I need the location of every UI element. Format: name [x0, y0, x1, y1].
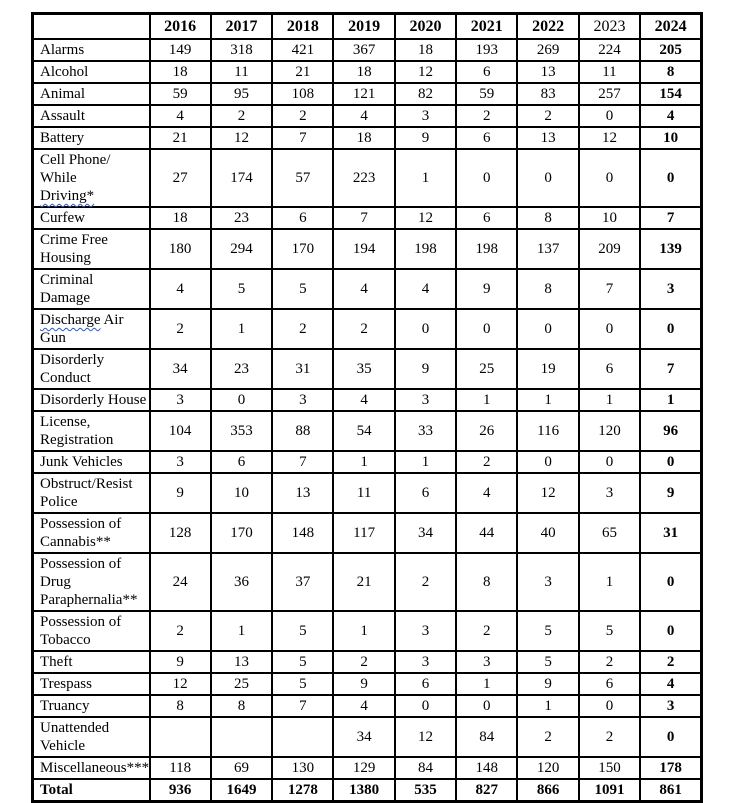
value-cell: 3 — [579, 473, 640, 513]
table-row — [33, 39, 702, 61]
value-cell: 13 — [517, 127, 578, 149]
value-cell: 2 — [333, 651, 394, 673]
table-row — [33, 779, 702, 802]
value-cell: 269 — [517, 39, 578, 61]
value-cell: 31 — [272, 349, 333, 389]
value-cell: 11 — [211, 61, 272, 83]
wavy-underline-word: Discharge — [40, 312, 101, 328]
value-cell: 5 — [272, 611, 333, 651]
corner-cell — [33, 14, 150, 40]
value-cell: 2 — [150, 309, 211, 349]
value-cell: 12 — [395, 207, 456, 229]
value-cell: 0 — [640, 553, 701, 611]
table-body — [33, 39, 702, 802]
value-cell: 21 — [333, 553, 394, 611]
value-cell: 0 — [640, 309, 701, 349]
row-label: Truancy — [33, 695, 150, 717]
value-cell: 84 — [395, 757, 456, 779]
value-cell: 3 — [150, 389, 211, 411]
value-cell: 18 — [150, 207, 211, 229]
table-row — [33, 389, 702, 411]
value-cell: 120 — [517, 757, 578, 779]
value-cell: 116 — [517, 411, 578, 451]
value-cell: 2 — [395, 553, 456, 611]
value-cell: 2 — [333, 309, 394, 349]
value-cell: 1 — [456, 673, 517, 695]
header-row — [33, 14, 702, 40]
value-cell: 0 — [517, 309, 578, 349]
value-cell: 12 — [211, 127, 272, 149]
value-cell: 0 — [517, 149, 578, 207]
value-cell: 9 — [640, 473, 701, 513]
value-cell: 44 — [456, 513, 517, 553]
row-label: Disorderly Conduct — [33, 349, 150, 389]
value-cell: 7 — [640, 349, 701, 389]
value-cell: 130 — [272, 757, 333, 779]
value-cell: 18 — [333, 61, 394, 83]
table-row — [33, 717, 702, 757]
value-cell: 4 — [150, 269, 211, 309]
row-label: Total — [33, 779, 150, 802]
value-cell: 0 — [456, 149, 517, 207]
value-cell: 8 — [517, 207, 578, 229]
value-cell: 2 — [456, 451, 517, 473]
value-cell: 180 — [150, 229, 211, 269]
value-cell: 11 — [579, 61, 640, 83]
value-cell: 34 — [333, 717, 394, 757]
table-header — [33, 14, 702, 40]
table-row — [33, 651, 702, 673]
value-cell: 193 — [456, 39, 517, 61]
value-cell: 6 — [456, 61, 517, 83]
value-cell: 6 — [211, 451, 272, 473]
value-cell: 65 — [579, 513, 640, 553]
value-cell: 0 — [395, 309, 456, 349]
value-cell: 2 — [517, 105, 578, 127]
value-cell: 4 — [333, 695, 394, 717]
value-cell: 37 — [272, 553, 333, 611]
value-cell: 35 — [333, 349, 394, 389]
value-cell: 170 — [272, 229, 333, 269]
value-cell: 223 — [333, 149, 394, 207]
value-cell: 82 — [395, 83, 456, 105]
value-cell: 25 — [211, 673, 272, 695]
value-cell: 6 — [456, 127, 517, 149]
value-cell: 139 — [640, 229, 701, 269]
value-cell: 1 — [517, 695, 578, 717]
value-cell: 3 — [640, 269, 701, 309]
value-cell: 4 — [333, 105, 394, 127]
value-cell: 1 — [395, 149, 456, 207]
row-label: Disorderly House — [33, 389, 150, 411]
value-cell: 84 — [456, 717, 517, 757]
value-cell: 4 — [333, 389, 394, 411]
table-row — [33, 229, 702, 269]
value-cell: 8 — [211, 695, 272, 717]
table-row — [33, 553, 702, 611]
value-cell: 0 — [579, 695, 640, 717]
value-cell: 11 — [333, 473, 394, 513]
table-row — [33, 611, 702, 651]
value-cell: 3 — [150, 451, 211, 473]
value-cell — [272, 717, 333, 757]
value-cell: 0 — [579, 149, 640, 207]
value-cell: 7 — [272, 695, 333, 717]
value-cell: 3 — [395, 389, 456, 411]
value-cell: 54 — [333, 411, 394, 451]
wavy-underline-word: Driving* — [40, 188, 95, 204]
value-cell: 535 — [395, 779, 456, 802]
value-cell: 121 — [333, 83, 394, 105]
table-row — [33, 513, 702, 553]
value-cell: 9 — [395, 349, 456, 389]
year-header: 2021 — [456, 14, 517, 40]
year-header: 2023 — [579, 14, 640, 40]
value-cell: 12 — [395, 717, 456, 757]
value-cell: 0 — [456, 309, 517, 349]
value-cell: 0 — [456, 695, 517, 717]
value-cell: 69 — [211, 757, 272, 779]
row-label: Possession of Tobacco — [33, 611, 150, 651]
value-cell: 118 — [150, 757, 211, 779]
value-cell: 1 — [333, 611, 394, 651]
value-cell: 9 — [150, 651, 211, 673]
table-row — [33, 105, 702, 127]
row-label: Cell Phone/ While Driving* — [33, 149, 150, 207]
value-cell: 4 — [456, 473, 517, 513]
value-cell: 137 — [517, 229, 578, 269]
value-cell: 19 — [517, 349, 578, 389]
value-cell: 120 — [579, 411, 640, 451]
value-cell: 0 — [640, 451, 701, 473]
value-cell: 26 — [456, 411, 517, 451]
row-label: Possession of Drug Paraphernalia** — [33, 553, 150, 611]
value-cell: 34 — [395, 513, 456, 553]
value-cell: 12 — [517, 473, 578, 513]
value-cell: 8 — [150, 695, 211, 717]
row-label: Curfew — [33, 207, 150, 229]
value-cell: 4 — [640, 105, 701, 127]
value-cell: 861 — [640, 779, 701, 802]
value-cell: 2 — [272, 309, 333, 349]
value-cell: 5 — [272, 269, 333, 309]
value-cell: 1 — [579, 389, 640, 411]
value-cell: 24 — [150, 553, 211, 611]
value-cell: 104 — [150, 411, 211, 451]
value-cell: 31 — [640, 513, 701, 553]
value-cell: 9 — [150, 473, 211, 513]
value-cell: 13 — [272, 473, 333, 513]
row-label: Trespass — [33, 673, 150, 695]
value-cell: 5 — [517, 651, 578, 673]
table-row — [33, 411, 702, 451]
value-cell: 7 — [272, 451, 333, 473]
value-cell: 59 — [150, 83, 211, 105]
value-cell: 7 — [579, 269, 640, 309]
value-cell: 57 — [272, 149, 333, 207]
value-cell: 0 — [640, 149, 701, 207]
value-cell: 367 — [333, 39, 394, 61]
value-cell: 13 — [517, 61, 578, 83]
value-cell: 149 — [150, 39, 211, 61]
value-cell: 6 — [395, 673, 456, 695]
value-cell: 1 — [211, 611, 272, 651]
value-cell: 33 — [395, 411, 456, 451]
value-cell: 117 — [333, 513, 394, 553]
value-cell: 96 — [640, 411, 701, 451]
value-cell: 9 — [333, 673, 394, 695]
value-cell: 6 — [456, 207, 517, 229]
value-cell: 8 — [640, 61, 701, 83]
value-cell: 2 — [640, 651, 701, 673]
value-cell: 1 — [395, 451, 456, 473]
value-cell: 0 — [640, 611, 701, 651]
value-cell: 9 — [456, 269, 517, 309]
row-label: Alarms — [33, 39, 150, 61]
value-cell: 12 — [150, 673, 211, 695]
value-cell: 2 — [456, 611, 517, 651]
value-cell: 178 — [640, 757, 701, 779]
value-cell: 194 — [333, 229, 394, 269]
table-row — [33, 309, 702, 349]
value-cell: 34 — [150, 349, 211, 389]
value-cell: 108 — [272, 83, 333, 105]
value-cell: 1380 — [333, 779, 394, 802]
value-cell: 2 — [579, 717, 640, 757]
value-cell: 5 — [272, 673, 333, 695]
value-cell: 0 — [517, 451, 578, 473]
row-label: Possession of Cannabis** — [33, 513, 150, 553]
value-cell: 6 — [272, 207, 333, 229]
value-cell: 1 — [640, 389, 701, 411]
table-row — [33, 149, 702, 207]
value-cell: 6 — [395, 473, 456, 513]
value-cell: 2 — [456, 105, 517, 127]
value-cell: 866 — [517, 779, 578, 802]
value-cell: 23 — [211, 349, 272, 389]
table-row — [33, 451, 702, 473]
value-cell: 10 — [211, 473, 272, 513]
row-label: License, Registration — [33, 411, 150, 451]
value-cell: 9 — [395, 127, 456, 149]
value-cell: 2 — [272, 105, 333, 127]
value-cell: 23 — [211, 207, 272, 229]
value-cell: 7 — [272, 127, 333, 149]
year-header: 2017 — [211, 14, 272, 40]
value-cell: 0 — [395, 695, 456, 717]
value-cell: 827 — [456, 779, 517, 802]
incident-counts-table — [31, 12, 703, 803]
row-label: Unattended Vehicle — [33, 717, 150, 757]
value-cell: 5 — [272, 651, 333, 673]
value-cell: 13 — [211, 651, 272, 673]
row-label: Obstruct/Resist Police — [33, 473, 150, 513]
value-cell: 0 — [640, 717, 701, 757]
value-cell: 7 — [333, 207, 394, 229]
value-cell: 10 — [579, 207, 640, 229]
value-cell — [150, 717, 211, 757]
year-header: 2018 — [272, 14, 333, 40]
row-label: Assault — [33, 105, 150, 127]
value-cell: 1 — [333, 451, 394, 473]
row-label: Battery — [33, 127, 150, 149]
row-label: Discharge Air Gun — [33, 309, 150, 349]
value-cell: 3 — [395, 651, 456, 673]
value-cell: 205 — [640, 39, 701, 61]
value-cell: 198 — [456, 229, 517, 269]
value-cell: 2 — [211, 105, 272, 127]
table-row — [33, 673, 702, 695]
value-cell: 3 — [456, 651, 517, 673]
row-label: Junk Vehicles — [33, 451, 150, 473]
value-cell: 209 — [579, 229, 640, 269]
value-cell: 36 — [211, 553, 272, 611]
row-label: Theft — [33, 651, 150, 673]
value-cell: 421 — [272, 39, 333, 61]
value-cell: 294 — [211, 229, 272, 269]
value-cell: 3 — [395, 105, 456, 127]
year-header: 2016 — [150, 14, 211, 40]
table-row — [33, 473, 702, 513]
value-cell: 95 — [211, 83, 272, 105]
value-cell: 59 — [456, 83, 517, 105]
value-cell — [211, 717, 272, 757]
year-header: 2024 — [640, 14, 701, 40]
value-cell: 128 — [150, 513, 211, 553]
value-cell: 353 — [211, 411, 272, 451]
value-cell: 18 — [150, 61, 211, 83]
value-cell: 6 — [579, 673, 640, 695]
value-cell: 9 — [517, 673, 578, 695]
value-cell: 148 — [272, 513, 333, 553]
row-label: Crime Free Housing — [33, 229, 150, 269]
value-cell: 3 — [517, 553, 578, 611]
value-cell: 2 — [517, 717, 578, 757]
value-cell: 154 — [640, 83, 701, 105]
value-cell: 198 — [395, 229, 456, 269]
value-cell: 8 — [456, 553, 517, 611]
year-header: 2020 — [395, 14, 456, 40]
value-cell: 21 — [272, 61, 333, 83]
value-cell: 1 — [211, 309, 272, 349]
value-cell: 88 — [272, 411, 333, 451]
row-label: Criminal Damage — [33, 269, 150, 309]
year-header: 2022 — [517, 14, 578, 40]
value-cell: 25 — [456, 349, 517, 389]
value-cell: 5 — [517, 611, 578, 651]
value-cell: 12 — [395, 61, 456, 83]
value-cell: 4 — [640, 673, 701, 695]
value-cell: 3 — [272, 389, 333, 411]
value-cell: 7 — [640, 207, 701, 229]
value-cell: 10 — [640, 127, 701, 149]
value-cell: 318 — [211, 39, 272, 61]
value-cell: 0 — [579, 451, 640, 473]
value-cell: 1 — [456, 389, 517, 411]
value-cell: 174 — [211, 149, 272, 207]
value-cell: 2 — [150, 611, 211, 651]
value-cell: 0 — [211, 389, 272, 411]
value-cell: 224 — [579, 39, 640, 61]
value-cell: 1091 — [579, 779, 640, 802]
table-row — [33, 127, 702, 149]
value-cell: 2 — [579, 651, 640, 673]
table-row — [33, 757, 702, 779]
value-cell: 5 — [579, 611, 640, 651]
value-cell: 12 — [579, 127, 640, 149]
table-row — [33, 269, 702, 309]
value-cell: 8 — [517, 269, 578, 309]
table-row — [33, 349, 702, 389]
value-cell: 257 — [579, 83, 640, 105]
row-label: Animal — [33, 83, 150, 105]
value-cell: 1 — [517, 389, 578, 411]
value-cell: 1649 — [211, 779, 272, 802]
table-row — [33, 83, 702, 105]
year-header: 2019 — [333, 14, 394, 40]
value-cell: 21 — [150, 127, 211, 149]
value-cell: 27 — [150, 149, 211, 207]
table-row — [33, 61, 702, 83]
value-cell: 5 — [211, 269, 272, 309]
value-cell: 4 — [333, 269, 394, 309]
value-cell: 129 — [333, 757, 394, 779]
table-row — [33, 695, 702, 717]
value-cell: 83 — [517, 83, 578, 105]
value-cell: 0 — [579, 105, 640, 127]
value-cell: 3 — [395, 611, 456, 651]
table-row — [33, 207, 702, 229]
value-cell: 1278 — [272, 779, 333, 802]
value-cell: 4 — [150, 105, 211, 127]
value-cell: 0 — [579, 309, 640, 349]
value-cell: 1 — [579, 553, 640, 611]
value-cell: 170 — [211, 513, 272, 553]
value-cell: 3 — [640, 695, 701, 717]
value-cell: 4 — [395, 269, 456, 309]
row-label: Alcohol — [33, 61, 150, 83]
value-cell: 40 — [517, 513, 578, 553]
value-cell: 18 — [395, 39, 456, 61]
value-cell: 148 — [456, 757, 517, 779]
value-cell: 6 — [579, 349, 640, 389]
value-cell: 18 — [333, 127, 394, 149]
value-cell: 936 — [150, 779, 211, 802]
value-cell: 150 — [579, 757, 640, 779]
row-label: Miscellaneous*** — [33, 757, 150, 779]
